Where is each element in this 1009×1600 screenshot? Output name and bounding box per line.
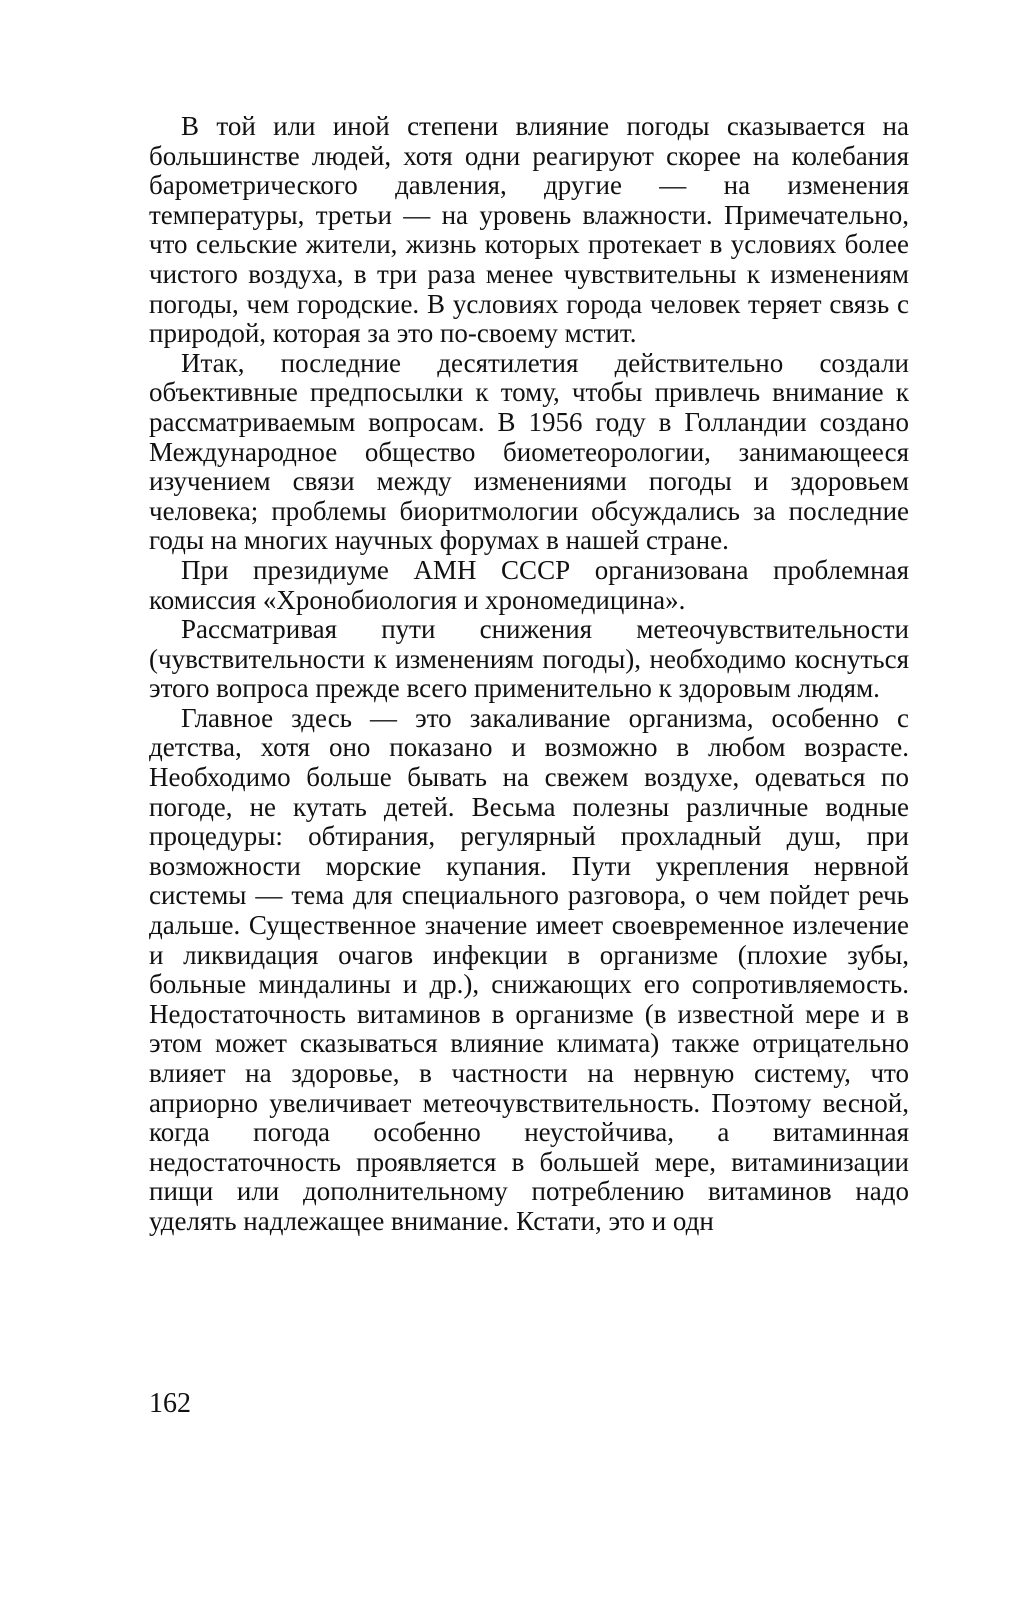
paragraph-1: В той или иной степени влияние погоды сказывается на большинстве людей, хотя одни реагируют скорее на колебания барометрического давления, другие — на изменения температуры, третьи — на уровень влажности. Примечательно, что сельские жители, жизнь которых протекает в условиях более чистого воздуха, в три раза менее чувствительны к изменениям погоды, чем городские. В условиях города человек теряет связь с природой, которая за это по-своему мстит. [149, 111, 909, 349]
paragraph-2: Итак, последние десятилетия действительно создали объективные предпосылки к тому, чтобы привлечь внимание к рассматриваемым вопросам. В 1956 году в Голландии создано Международное общество биометеорологии, занимающееся изучением связи между изменениями погоды и здоровьем человека; проблемы биоритмологии обсуждались за последние годы на многих научных форумах в нашей стране. [149, 347, 909, 556]
paragraph-5: Главное здесь — это закаливание организма, особенно с детства, хотя оно показано и возможно в любом возрасте. Необходимо больше бывать на свежем воздухе, одеваться по погоде, не кутать детей. Весьма полезны различные водные процедуры: обтирания, регулярный прохладный душ, при возможности морские купания. Пути укрепления нервной системы — тема для специального разговора, о чем пойдет речь дальше. Существенное значение имеет своевременное излечение и ликвидация очагов инфекции в организме (плохие зубы, больные миндалины и др.), снижающих его сопротивляемость. Недостаточность витаминов в организме (в известной мере и в этом может сказываться влияние климата) также отрицательно влияет на здоровье, в частности на нервную систему, что априорно увеличивает метеочувствительность. Поэтому весной, когда погода особенно неустойчива, а витаминная недостаточность проявляется в большей мере, витаминизации пищи или дополнительному потреблению витаминов надо уделять надлежащее внимание. Кстати, это и одн [149, 702, 909, 1236]
paragraph-4: Рассматривая пути снижения метеочувствительности (чувствительности к изменениям погоды), необходимо коснуться этого вопроса прежде всего применительно к здоровым людям. [149, 614, 909, 704]
paragraph-3: При президиуме АМН СССР организована проблемная комиссия «Хронобиология и хрономедицина». [149, 554, 909, 615]
body-text [149, 112, 909, 1237]
page-number: 162 [149, 1388, 191, 1419]
